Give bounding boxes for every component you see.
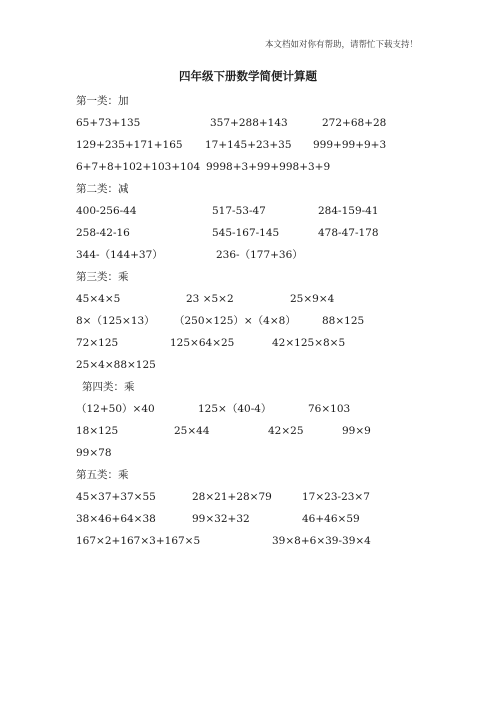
problem-row <box>76 248 476 270</box>
problem: 400-256-44 <box>76 205 137 217</box>
problem: 478-47-178 <box>318 227 379 239</box>
problem-row <box>76 446 476 468</box>
problem: 38×46+64×38 <box>76 513 156 525</box>
document-title: 四年级下册数学简便计算题 <box>179 69 317 83</box>
problem: 25×44 <box>174 425 210 437</box>
problem: 272+68+28 <box>322 117 387 129</box>
problem: 76×103 <box>308 403 351 415</box>
problem: 99×32+32 <box>192 513 250 525</box>
problem: （12+50）×40 <box>76 403 155 415</box>
problem: 6+7+8+102+103+104 <box>76 161 201 173</box>
problem: 125×64×25 <box>170 337 235 349</box>
problem: 42×25 <box>268 425 304 437</box>
problem-row <box>76 336 476 358</box>
problem: 167×2+167×3+167×5 <box>76 535 201 547</box>
section-label: 第四类：乘 <box>82 381 135 393</box>
problem: 88×125 <box>322 315 365 327</box>
problem: 18×125 <box>76 425 119 437</box>
problem-row <box>76 402 476 424</box>
problem: 357+288+143 <box>210 117 288 129</box>
problem: 284-159-41 <box>318 205 379 217</box>
problem: 129+235+171+165 <box>76 139 183 151</box>
problem: 39×8+6×39-39×4 <box>272 535 371 547</box>
problem: 344-（144+37） <box>76 249 163 261</box>
problem-row <box>76 226 476 248</box>
problem-row <box>76 424 476 446</box>
problem: 25×4×88×125 <box>76 359 156 371</box>
problem: 236-（177+36） <box>216 249 303 261</box>
problem-row <box>76 160 476 182</box>
problem: 125×（40-4） <box>198 403 272 415</box>
problem-row <box>76 138 476 160</box>
problem-list <box>76 94 476 556</box>
problem: 9998+3+99+998+3+9 <box>206 161 331 173</box>
problem: 46+46×59 <box>302 513 360 525</box>
problem: 258-42-16 <box>76 227 130 239</box>
problem: 8×（125×13） <box>76 315 155 327</box>
section-label: 第三类：乘 <box>76 271 129 283</box>
problem-row <box>76 534 476 556</box>
problem: 65+73+135 <box>76 117 141 129</box>
problem: 42×125×8×5 <box>272 337 346 349</box>
section-label: 第一类：加 <box>76 95 129 107</box>
problem: 45×4×5 <box>76 293 121 305</box>
problem-row <box>76 204 476 226</box>
problem: 17×23-23×7 <box>302 491 370 503</box>
problem-row <box>76 358 476 380</box>
problem-row <box>76 292 476 314</box>
problem-row <box>76 314 476 336</box>
problem: 99×9 <box>342 425 371 437</box>
problem: 23 ×5×2 <box>186 293 234 305</box>
problem: 28×21+28×79 <box>192 491 272 503</box>
problem: 25×9×4 <box>290 293 335 305</box>
problem: 99×78 <box>76 447 112 459</box>
problem-row <box>76 116 476 138</box>
problem-row <box>76 512 476 534</box>
problem-row <box>76 490 476 512</box>
problem: 45×37+37×55 <box>76 491 156 503</box>
problem: 17+145+23+35 <box>205 139 292 151</box>
problem: 517-53-47 <box>212 205 266 217</box>
problem: 999+99+9+3 <box>313 139 387 151</box>
section-label: 第二类：减 <box>76 183 129 195</box>
problem: 545-167-145 <box>212 227 280 239</box>
problem: 72×125 <box>76 337 119 349</box>
problem: （250×125）×（4×8） <box>174 315 296 327</box>
header-note: 本文档如对你有帮助，请帮忙下载支持！ <box>264 40 418 50</box>
section-label: 第五类：乘 <box>76 469 129 481</box>
